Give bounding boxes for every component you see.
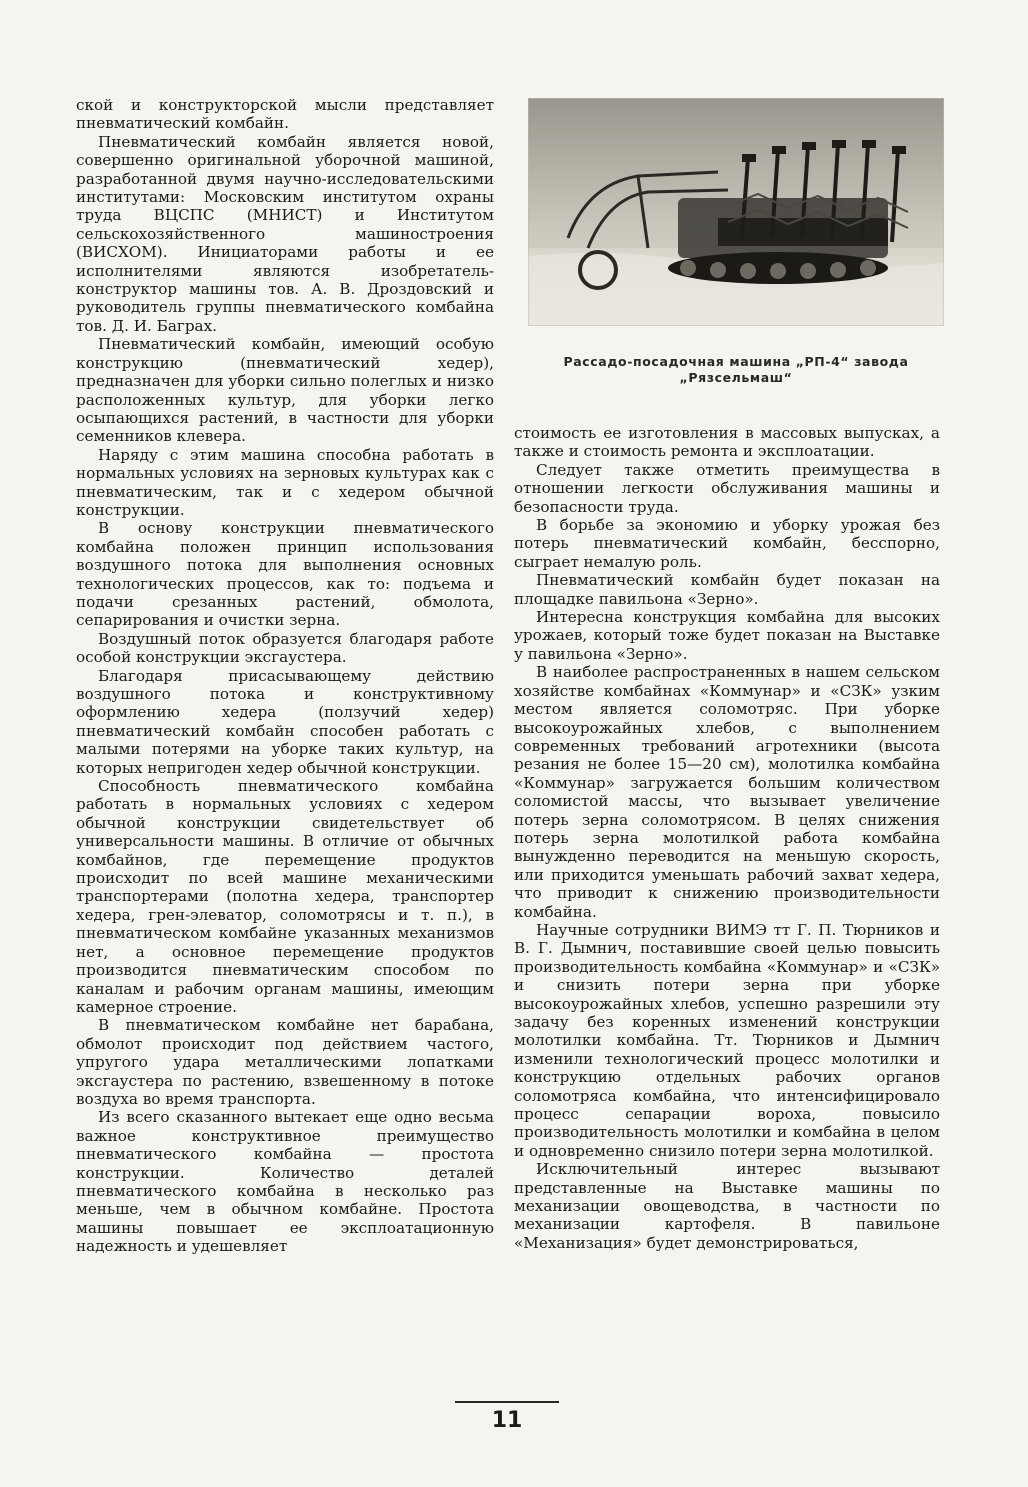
right-text-column <box>514 424 940 1252</box>
paragraph: Благодаря присасывающему действию воздушного потока и конструктивному оформлению хедера (ползучий хедер) пневматический комбайн способен работать с малыми потерями на уборке таких культур, на которых непригоден хедер обычной конструкции. <box>76 666 494 777</box>
paragraph: Следует также отметить преимущества в отношении легкости обслуживания машины и безопасности труда. <box>514 460 940 516</box>
paragraph: В наиболее распространенных в нашем сельском хозяйстве комбайнах «Коммунар» и «СЗК» узким местом является соломотряс. При уборке высокоурожайных хлебов, с выполнением современных требований агротехники (высота резания не более 15—20 см), молотилка комбайна «Коммунар» загружается большим количеством соломистой массы, что вызывает увеличение потерь зерна соломотрясом. В целях снижения потерь зерна молотилкой работа комбайна вынужденно переводится на меньшую скорость, или приходится уменьшать рабочий захват хедера, что приводит к снижению производительности комбайна. <box>514 663 940 921</box>
photo-figure <box>528 98 944 386</box>
paragraph: Наряду с этим машина способна работать в нормальных условиях на зерновых культурах как с пневматическим, так и с хедером обычной конструкции. <box>76 445 494 519</box>
paragraph: Интересна конструкция комбайна для высоких урожаев, который тоже будет показан на Выставке у павильона «Зерно». <box>514 608 940 663</box>
paragraph: Научные сотрудники ВИМЭ тт Г. П. Тюрников и В. Г. Дымнич, поставившие своей целью повысить производительность комбайна «Коммунар» и «СЗК» и снизить потери зерна при уборке высокоурожайных хлебов, успешно разрешили эту задачу без коренных изменений конструкции молотилки комбайна. Тт. Тюрников и Дымнич изменили технологический процесс молотилки и конструкцию отдельных рабочих органов соломотряса комбайна, что интенсифицировало процесс сепарации вороха, повысило производительность молотилки и комбайна в целом и одновременно снизило потери зерна молотилкой. <box>514 920 940 1160</box>
paragraph: В борьбе за экономию и уборку урожая без потерь пневматический комбайн, бесспорно, сыграет немалую роль. <box>514 516 940 571</box>
paragraph: Пневматический комбайн является новой, совершенно оригинальной уборочной машиной, разработанной двумя научно-исследовательскими институтами: Московским институтом охраны труда ВЦСПС (МНИСТ) и Институтом сельскохозяйственного машиностроения (ВИСХОМ). Инициаторами работы и ее исполнителями являются изобретатель-конструктор машины тов. А. В. Дроздовский и руководитель группы пневматического комбайна тов. Д. И. Баграх. <box>76 132 494 335</box>
paragraph: В пневматическом комбайне нет барабана, обмолот происходит под действием частого, упругого удара металлическими лопатками эксгаустера по растению, взвешенному в потоке воздуха во время транспорта. <box>76 1016 494 1108</box>
paragraph: Пневматический комбайн будет показан на площадке павильона «Зерно». <box>514 571 940 608</box>
paragraph: Исключительный интерес вызывают представленные на Выставке машины по механизации овощеводства, в частности по механизации картофеля. В павильоне «Механизация» будет демонстрироваться, <box>514 1160 940 1252</box>
paragraph: ской и конструкторской мысли представляет пневматический комбайн. <box>76 96 494 133</box>
photo-caption: Рассадо-посадочная машина „РП-4“ завода „Рязсельмаш“ <box>563 354 909 385</box>
paragraph: Воздушный поток образуется благодаря работе особой конструкции эксгаустера. <box>76 629 494 667</box>
page-number: 11 <box>491 1408 523 1433</box>
paragraph: В основу конструкции пневматического комбайна положен принцип использования воздушного потока для выполнения основных технологических процессов, как то: подъема и подачи срезанных растений, обмолота, сепарирования и очистки зерна. <box>76 519 494 630</box>
paragraph: Из всего сказанного вытекает еще одно весьма важное конструктивное преимущество пневматического комбайна — простота конструкции. Количество деталей пневматического комбайна в несколько раз меньше, чем в обычном комбайне. Простота машины повышает ее эксплоатационную надежность и удешевляет <box>76 1108 494 1256</box>
paragraph: стоимость ее изготовления в массовых выпусках, а также и стоимость ремонта и эксплоатации. <box>514 424 940 461</box>
left-text-column <box>76 96 494 1256</box>
page-number-rule <box>455 1401 559 1403</box>
machine-photo <box>528 98 944 326</box>
paragraph: Способность пневматического комбайна работать в нормальных условиях с хедером обычной конструкции свидетельствует об универсальности машины. В отличие от обычных комбайнов, где перемещение продуктов происходит по всей машине механическими транспортерами (полотна хедера, транспортер хедера, грен-элеватор, соломотрясы и т. п.), в пневматическом комбайне указанных механизмов нет, а основное перемещение продуктов производится пневматическим способом по каналам и рабочим органам машины, имеющим камерное строение. <box>76 777 494 1016</box>
paragraph: Пневматический комбайн, имеющий особую конструкцию (пневматический хедер), предназначен для уборки сильно полеглых и низко расположенных культур, для уборки легко осыпающихся растений, в частности для уборки семенников клевера. <box>76 335 494 446</box>
